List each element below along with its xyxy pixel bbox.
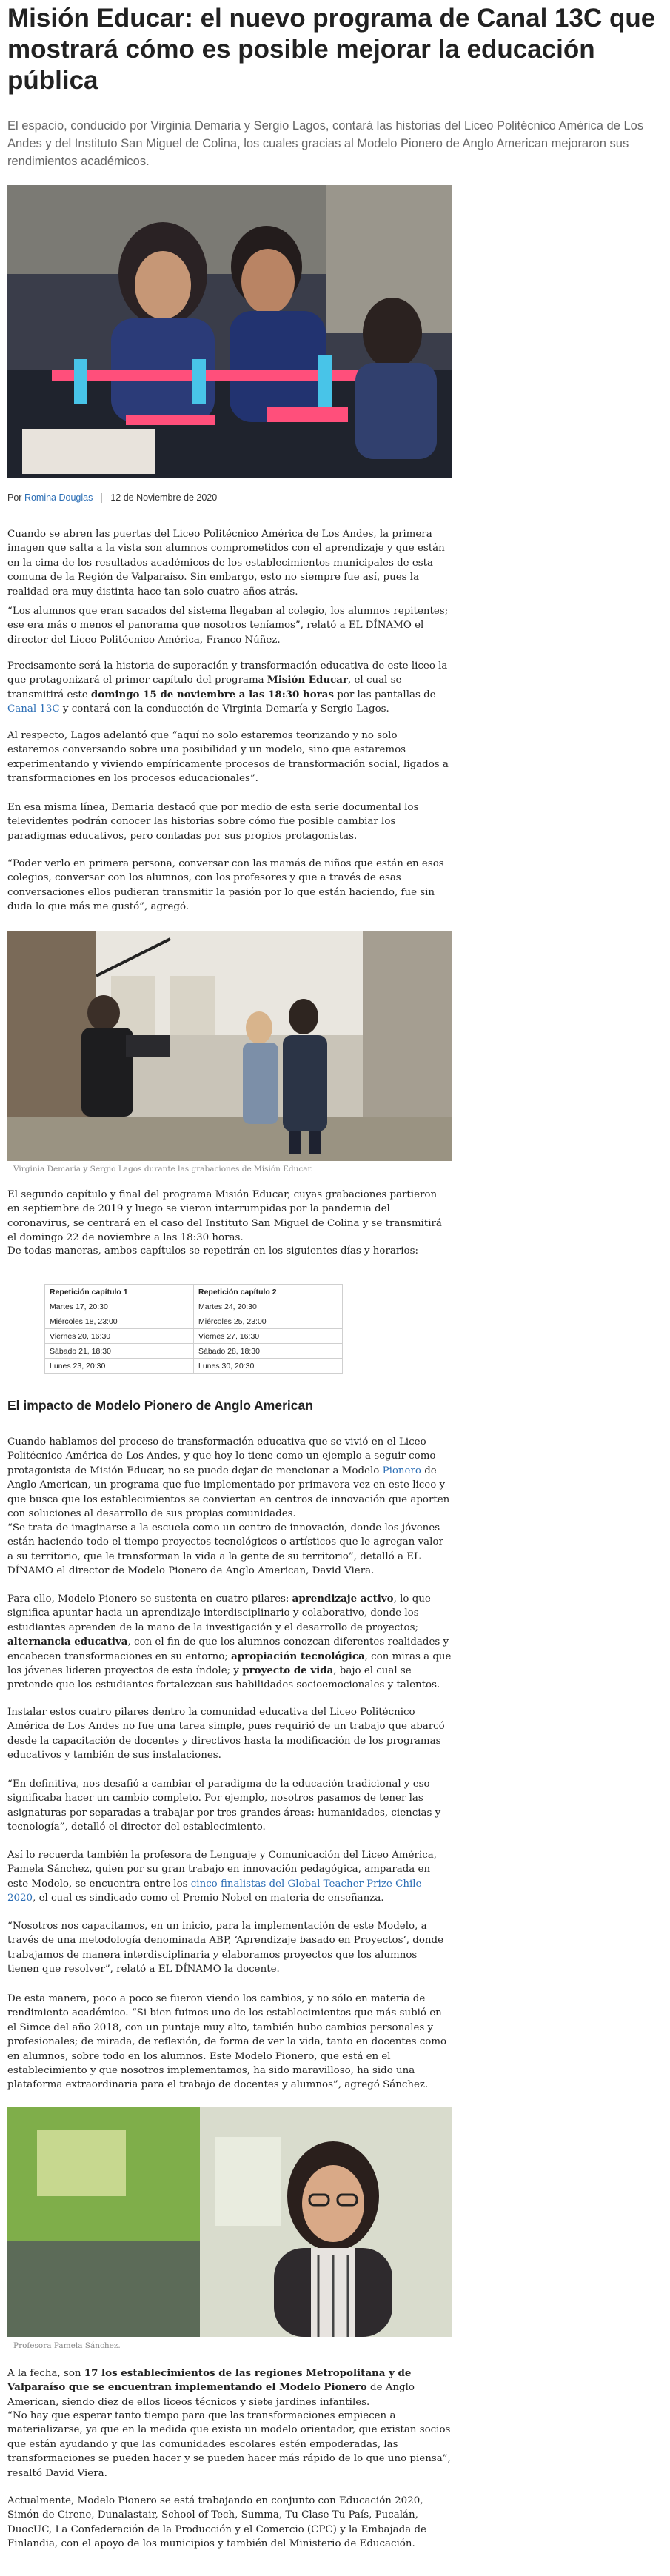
byline <box>7 492 217 503</box>
table-cell: Miércoles 25, 23:00 <box>194 1314 343 1329</box>
table-row <box>45 1344 343 1359</box>
paragraph: De esta manera, poco a poco se fueron viendo los cambios, y no sólo en materia de rendimiento académico. “Si bien fuimos uno de los establecimientos que más subió en el Simce del año 2018, con un puntaje muy alto, también hubo cambios personales y profesionales; de mirada, de reflexión, de forma de ver la vida, tanto en docentes como en alumnos, sobre todo en los alumnos. Este Modelo Pionero, que está en el establecimiento y que nosotros implementamos, ha sido maravilloso, ha sido una plataforma extraordinaria para el trabajo de docentes y alumnos”, agregó Sánchez. <box>7 1993 447 2091</box>
paragraph: “En definitiva, nos desafió a cambiar el paradigma de la educación tradicional y eso significaba hacer un cambio completo. Por ejemplo, nosotros pasamos de tener las asignaturas por separadas a trabajar por tres grandes áreas: humanidades, ciencias y tecnología”, detalló el director del establecimiento. <box>7 1779 441 1833</box>
paragraph: “Poder verlo en primera persona, conversar con las mamás de niños que están en esos colegios, conversar con los alumnos, con los profesores y que a través de esas conversaciones ellos pudieran transmitir la pasión por lo que están haciendo, fue sin duda lo que más me gustó”, agregó. <box>7 858 444 913</box>
filming-scene-photo <box>7 931 452 1161</box>
article-lede: El espacio, conducido por Virginia Demaria y Sergio Lagos, contará las historias del Liceo Politécnico América de Los Andes y del Instituto San Miguel de Colina, los cuales gracias al Modelo Pionero de Anglo American mejoraron sus rendimientos académicos. <box>7 119 644 168</box>
canal13c-link[interactable]: Canal 13C <box>7 703 60 715</box>
paragraph: “Se trata de imaginarse a la escuela como un centro de innovación, donde los jóvenes están haciendo todo el tiempo proyectos tecnológicos o artísticos que le agregan valor a su territorio, que le transforman la vida a la gente de su territorio”, detalló a EL DÍNAMO el director de Modelo Pionero de Anglo American, David Viera. <box>7 1522 443 1577</box>
table-cell: Lunes 30, 20:30 <box>194 1359 343 1374</box>
table-cell: Lunes 23, 20:30 <box>45 1359 194 1374</box>
paragraph: Precisamente será la historia de superación y transformación educativa de este liceo la que protagonizará el primer capítulo del programa Misión Educar, el cual se transmitirá este domingo 15 de noviembre a las 18:30 horas por las pantallas de Canal 13C y contará con la conducción de Virginia Demaría y Sergio Lagos. <box>7 660 448 715</box>
table-cell: Viernes 20, 16:30 <box>45 1329 194 1344</box>
filming-photo <box>7 931 452 1161</box>
paragraph: De todas maneras, ambos capítulos se repetirán en los siguientes días y horarios: <box>7 1245 418 1257</box>
table-header: Repetición capítulo 1 <box>45 1285 194 1299</box>
table-cell: Martes 17, 20:30 <box>45 1299 194 1314</box>
paragraph: Cuando hablamos del proceso de transformación educativa que se vivió en el Liceo Politécnico América de Los Andes, y que hoy lo tiene como un ejemplo a seguir como protagonista de Misión Educar, no se puede dejar de mencionar a Modelo Pionero de Anglo American, un programa que fue implementado por primavera vez en este liceo y que busca que los establecimientos se conviertan en centros de innovación que aporten con soluciones al desarrollo de sus propias comunidades. <box>7 1436 450 1520</box>
teacher-portrait-photo <box>7 2107 452 2337</box>
paragraph: Instalar estos cuatro pilares dentro la comunidad educativa del Liceo Politécnico América de Los Andes no fue una tarea simple, pues requirió de un trabajo que abarcó desde la capacitación de docentes y directivos hasta la modificación de los programas educativos y también de sus instalaciones. <box>7 1707 445 1762</box>
table-cell: Viernes 27, 16:30 <box>194 1329 343 1344</box>
table-cell: Martes 24, 20:30 <box>194 1299 343 1314</box>
hero-photo <box>7 185 452 478</box>
table-row <box>45 1314 343 1329</box>
table-row <box>45 1299 343 1314</box>
photo-caption: Profesora Pamela Sánchez. <box>13 2341 121 2350</box>
paragraph: “Los alumnos que eran sacados del sistema llegaban al colegio, los alumnos repitentes; ese era más o menos el panorama que nosotros teníamos”, relató a EL DÍNAMO el director del Liceo Politécnico América, Franco Núñez. <box>7 606 449 646</box>
table-header: Repetición capítulo 2 <box>194 1285 343 1299</box>
paragraph: Así lo recuerda también la profesora de Lenguaje y Comunicación del Liceo América, Pamela Sánchez, quien por su gran trabajo en innovación pedagógica, amparada en este Modelo, se encuentra entre los cinco finalistas del Global Teacher Prize Chile 2020, el cual es sindicado como el Premio Nobel en materia de enseñanza. <box>7 1850 437 1904</box>
paragraph: Actualmente, Modelo Pionero se está trabajando en conjunto con Educación 2020, Simón de Cirene, Dunalastair, School of Tech, Summa, Tu Clase Tu País, Pucalán, DuocUC, La Confederación de la Producción y el Comercio (CPC) y la Embajada de Finlandia, con el apoyo de los municipios y también del Ministerio de Educación. <box>7 2495 426 2550</box>
byline-separator <box>101 493 102 503</box>
publish-date: 12 de Noviembre de 2020 <box>110 492 218 503</box>
students-classroom-photo <box>7 185 452 478</box>
table-row <box>45 1329 343 1344</box>
paragraph: “Nosotros nos capacitamos, en un inicio, para la implementación de este Modelo, a través de una metodología denominada ABP, ‘Aprendizaje basado en Proyectos’, donde trabajamos de manera interdisciplinaria y elaboramos proyectos que los alumnos tienen que resolver”, relató a EL DÍNAMO la docente. <box>7 1921 444 1976</box>
teacher-photo <box>7 2107 452 2337</box>
paragraph: En esa misma línea, Demaria destacó que por medio de esta serie documental los televidentes podrán conocer las historias sobre cómo fue posible cambiar los paradigmas educativos, pero contadas por sus propios protagonistas. <box>7 802 419 842</box>
schedule-table <box>44 1284 343 1374</box>
table-cell: Miércoles 18, 23:00 <box>45 1314 194 1329</box>
byline-prefix: Por <box>7 492 22 503</box>
paragraph: Para ello, Modelo Pionero se sustenta en cuatro pilares: aprendizaje activo, lo que significa apuntar hacia un aprendizaje interdisciplinario y colaborativo, donde los estudiantes aprenden de la mano de la investigación y el desarrollo de proyectos; alternancia educativa, con el fin de que los alumnos conozcan diferentes realidades y encabecen transformaciones en su entorno; apropiación tecnológica, con miras a que los jóvenes lideren proyectos de esta índole; y proyecto de vida, bajo el cual se pretende que los estudiantes fortalezcan sus habilidades socioemocionales y talentos. <box>7 1593 452 1691</box>
paragraph: A la fecha, son 17 los establecimientos de las regiones Metropolitana y de Valparaíso que se encuentran implementando el Modelo Pionero de Anglo American, siendo diez de ellos liceos técnicos y siete jardines infantiles. <box>7 2367 415 2408</box>
global-teacher-prize-link[interactable]: cinco finalistas del Global Teacher Prize Chile 2020 <box>7 1878 422 1904</box>
table-cell: Sábado 28, 18:30 <box>194 1344 343 1359</box>
author-link[interactable]: Romina Douglas <box>24 492 93 503</box>
table-row <box>45 1359 343 1374</box>
table-cell: Sábado 21, 18:30 <box>45 1344 194 1359</box>
photo-caption: Virginia Demaria y Sergio Lagos durante las grabaciones de Misión Educar. <box>13 1165 313 1174</box>
article-title: Misión Educar: el nuevo programa de Canal 13C que mostrará cómo es posible mejorar la educación pública <box>7 4 656 95</box>
paragraph: Cuando se abren las puertas del Liceo Politécnico América de Los Andes, la primera imagen que salta a la vista son alumnos comprometidos con el aprendizaje y que están en la cima de los resultados académicos de los establecimientos municipales de esta comuna de la Región de Valparaíso. Sin embargo, esto no siempre fue así, pues la realidad era muy distinta hace tan solo cuatro años atrás. <box>7 529 445 598</box>
paragraph: El segundo capítulo y final del programa Misión Educar, cuyas grabaciones partieron en septiembre de 2019 y luego se vieron interrumpidas por la pandemia del coronavirus, se centrará en el caso del Instituto San Miguel de Colina y se transmitirá el domingo 22 de noviembre a las 18:30 horas. <box>7 1189 442 1244</box>
table-header-row <box>45 1285 343 1299</box>
paragraph: “No hay que esperar tanto tiempo para que las transformaciones empiecen a materializarse, ya que en la medida que exista un modelo orientador, que existan socios que están ayudando y que las comunidades escolares estén empoderadas, las transformaciones se pueden hacer y se pueden hacer más rápido de lo que uno piensa”, resaltó David Viera. <box>7 2410 451 2479</box>
pionero-link[interactable]: Pionero <box>382 1465 421 1476</box>
paragraph: Al respecto, Lagos adelantó que “aquí no solo estaremos teorizando y no solo estaremos conversando sobre una posibilidad y un modelo, sino que estaremos experimentando y viviendo empíricamente procesos de transformación social, ligados a transformaciones en los procesos educacionales”. <box>7 730 449 785</box>
section-heading: El impacto de Modelo Pionero de Anglo American <box>7 1398 313 1413</box>
